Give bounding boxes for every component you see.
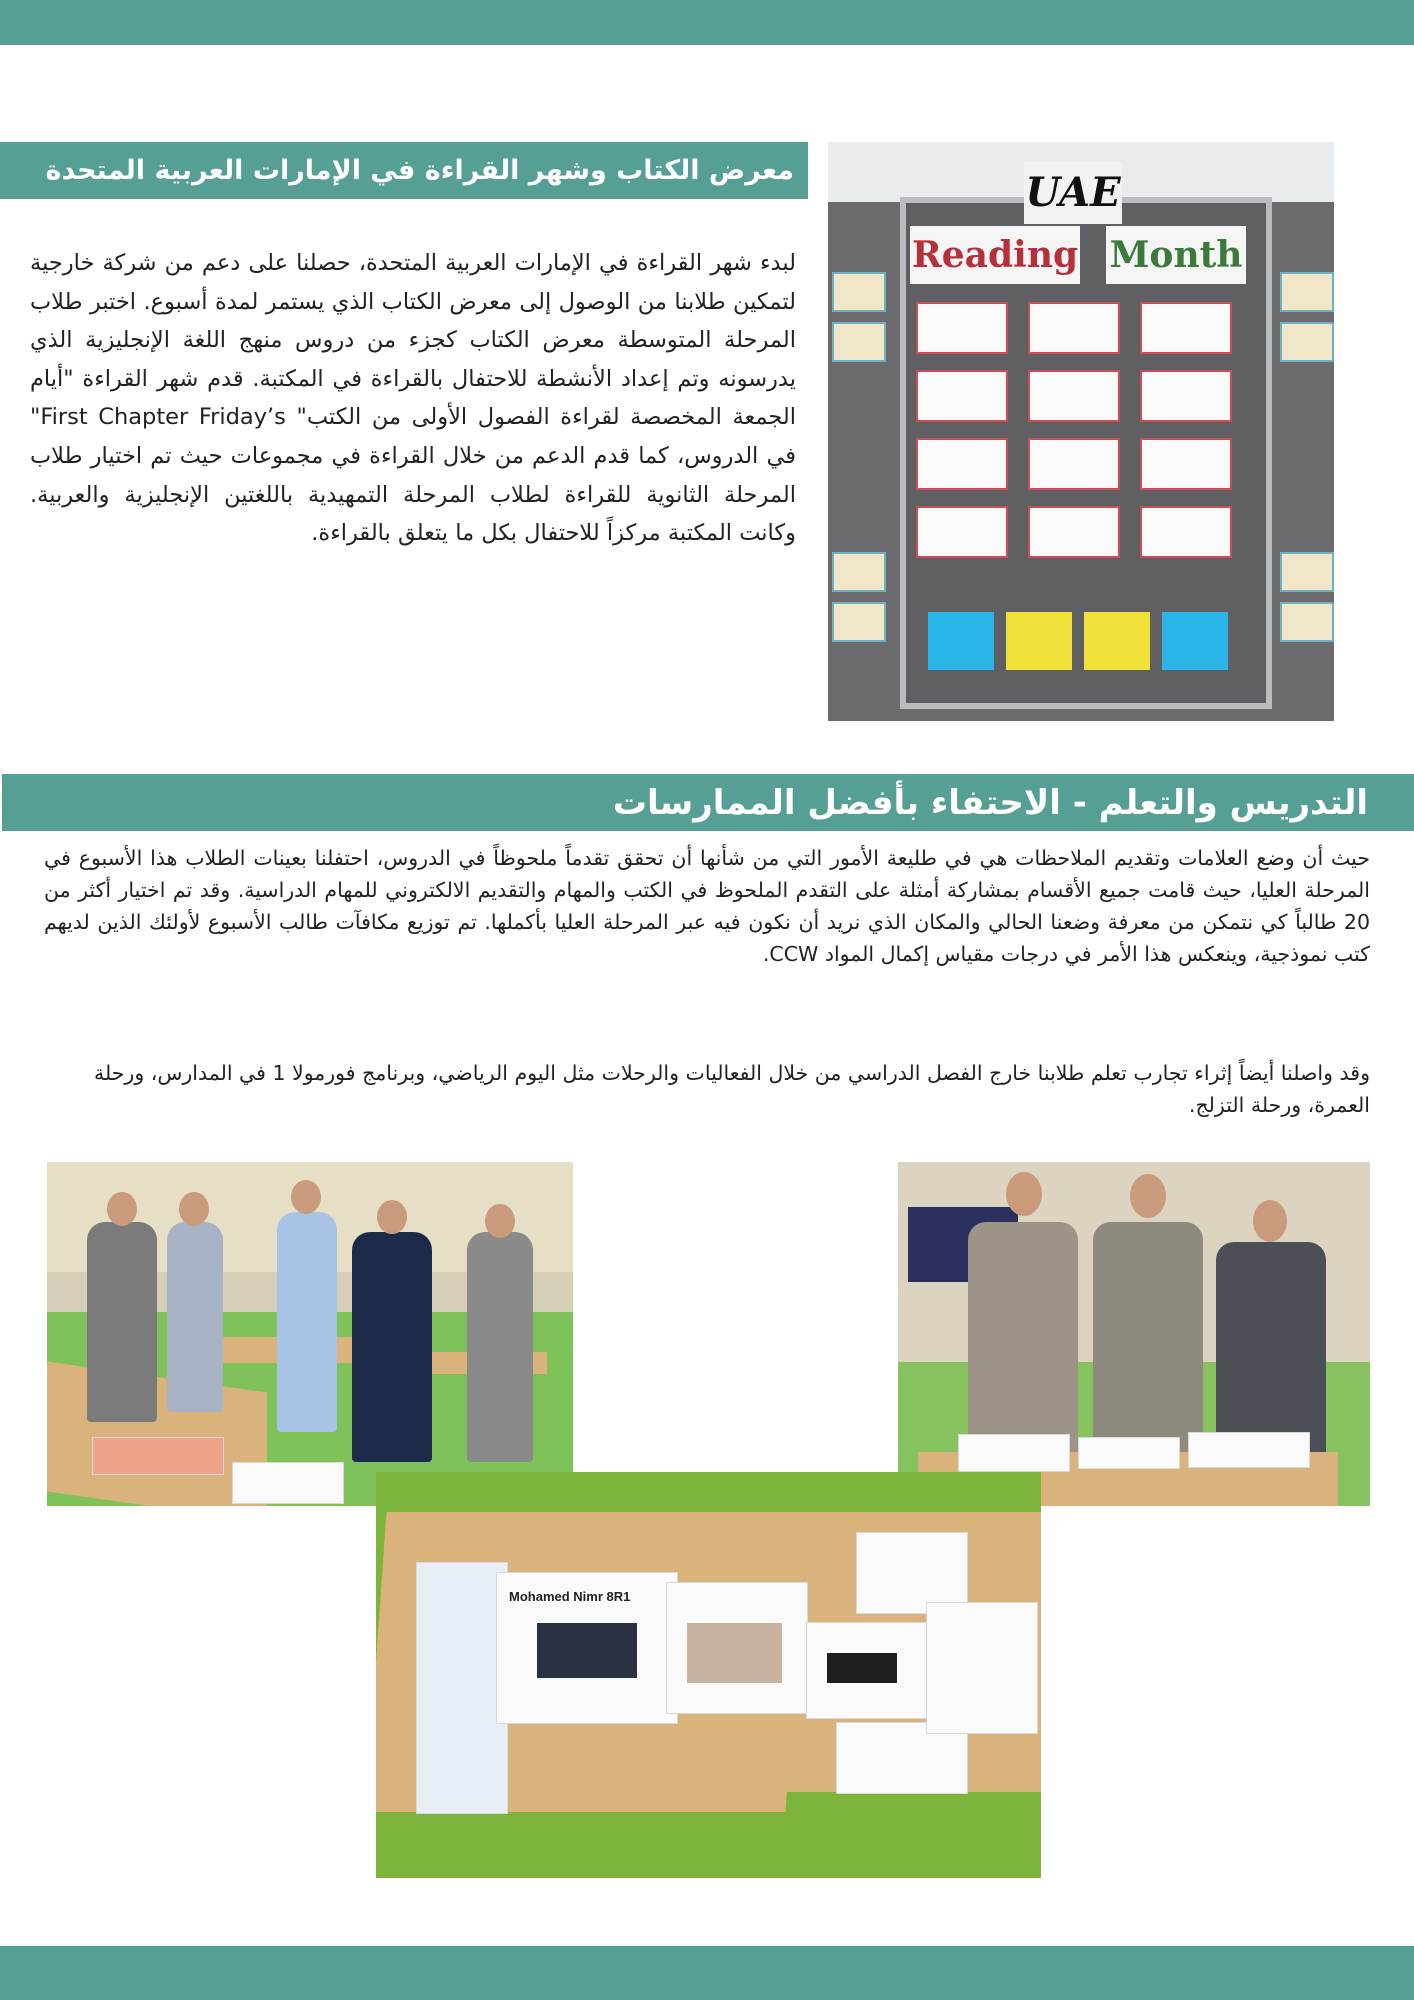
screenshot-thumbnail — [537, 1623, 637, 1678]
board-pocket — [1006, 612, 1072, 670]
person — [1093, 1222, 1203, 1472]
paper — [926, 1602, 1038, 1734]
person — [167, 1222, 223, 1412]
paper — [806, 1622, 938, 1719]
student-work-on-desk-photo — [376, 1472, 1041, 1878]
board-side-card — [1280, 322, 1334, 362]
person-head — [107, 1192, 137, 1226]
board-card — [916, 370, 1008, 422]
board-card — [1140, 302, 1232, 354]
paper — [416, 1562, 508, 1814]
board-pocket — [1084, 612, 1150, 670]
person-head — [291, 1180, 321, 1214]
board-card — [1140, 438, 1232, 490]
section2-paragraph-2: وقد واصلنا أيضاً إثراء تجارب تعلم طلابنا خارج الفصل الدراسي من خلال الفعاليات والرحلات مثل اليوم الرياضي، وبرنامج فورمولا 1 في المدارس، ورحلة العمرة، ورحلة التزلج. — [93, 1061, 1370, 1117]
three-teachers-photo — [898, 1162, 1370, 1506]
paper — [666, 1582, 808, 1714]
person-head — [1006, 1172, 1042, 1216]
board-card — [1028, 438, 1120, 490]
person — [352, 1232, 432, 1462]
person — [277, 1212, 337, 1432]
paper — [496, 1572, 678, 1724]
board-side-card — [832, 552, 886, 592]
section2-heading: التدريس والتعلم - الاحتفاء بأفضل الممارسات — [2, 774, 1414, 831]
board-card — [916, 506, 1008, 558]
screenshot-thumbnail — [827, 1653, 897, 1683]
board-title-uae: UAE — [1024, 162, 1122, 224]
board-card — [916, 438, 1008, 490]
top-band — [0, 0, 1414, 45]
person-head — [377, 1200, 407, 1234]
person — [87, 1222, 157, 1422]
book — [958, 1434, 1070, 1472]
board-pocket — [928, 612, 994, 670]
board-side-card — [832, 272, 886, 312]
board-pocket — [1162, 612, 1228, 670]
person-head — [1253, 1200, 1287, 1242]
person-head — [179, 1192, 209, 1226]
board-word-reading: Reading — [910, 226, 1080, 284]
person-head — [1130, 1174, 1166, 1218]
board-card — [916, 302, 1008, 354]
person-head — [485, 1204, 515, 1238]
book — [1188, 1432, 1310, 1468]
student-name-label: Mohamed Nimr 8R1 — [509, 1589, 631, 1604]
board-side-card — [1280, 552, 1334, 592]
board-card — [1028, 370, 1120, 422]
screenshot-thumbnail — [687, 1623, 782, 1683]
board-side-card — [832, 602, 886, 642]
board-side-card — [1280, 602, 1334, 642]
board-card — [1028, 302, 1120, 354]
paper — [92, 1437, 224, 1475]
person — [467, 1232, 533, 1462]
section1-paragraph: لبدء شهر القراءة في الإمارات العربية المتحدة، حصلنا على دعم من شركة خارجية لتمكين طلابنا من الوصول إلى معرض الكتاب الذي يستمر لمدة أسبوع. اختبر طلاب المرحلة المتوسطة معرض الكتاب كجزء من دروس منهج اللغة الإنجليزية الذي يدرسونه وتم إعداد الأنشطة للاحتفال بالقراءة في المكتبة. قدم شهر القراءة "أيام الجمعة المخصصة لقراءة الفصول الأولى من الكتب" First Chapter Friday’s" في الدروس، كما قدم الدعم من خلال القراءة في مجموعات حيث تم اختيار طلاب المرحلة الثانوية للقراءة لطلاب المرحلة التمهيدية باللغتين الإنجليزية والعربية. وكانت المكتبة مركزاً للاحتفال بكل ما يتعلق بالقراءة. — [30, 250, 796, 547]
board-side-card — [832, 322, 886, 362]
section2-paragraph-1: حيث أن وضع العلامات وتقديم الملاحظات هي في طليعة الأمور التي من شأنها أن تحقق تقدماً ملحوظاً في الدروس، احتفلنا بعينات الطلاب هذا الأسبوع في المرحلة العليا، حيث قامت جميع الأقسام بمشاركة أمثلة على التقدم الملحوظ في الكتب والمهام والتقديم الالكتروني للمهام الدراسية. وقد تم اختيار أكثر من 20 طالباً كي نتمكن من معرفة وضعنا الحالي والمكان الذي نريد أن نكون فيه عبر المرحلة العليا بأكملها. تم توزيع مكافآت طالب الأسبوع لأولئك الذين لديهم كتب نموذجية، وينعكس هذا الأمر في درجات مقياس إكمال المواد CCW. — [44, 846, 1370, 966]
board-word-month: Month — [1106, 226, 1246, 284]
section1-heading: معرض الكتاب وشهر القراءة في الإمارات العربية المتحدة — [0, 142, 808, 199]
board-side-card — [1280, 272, 1334, 312]
bottom-band — [0, 1946, 1414, 2000]
reading-month-board-photo — [828, 142, 1334, 721]
teachers-reviewing-books-photo — [47, 1162, 573, 1506]
paper — [232, 1462, 344, 1504]
board-card — [1140, 506, 1232, 558]
book — [1078, 1437, 1180, 1469]
board-card — [1140, 370, 1232, 422]
board-card — [1028, 506, 1120, 558]
